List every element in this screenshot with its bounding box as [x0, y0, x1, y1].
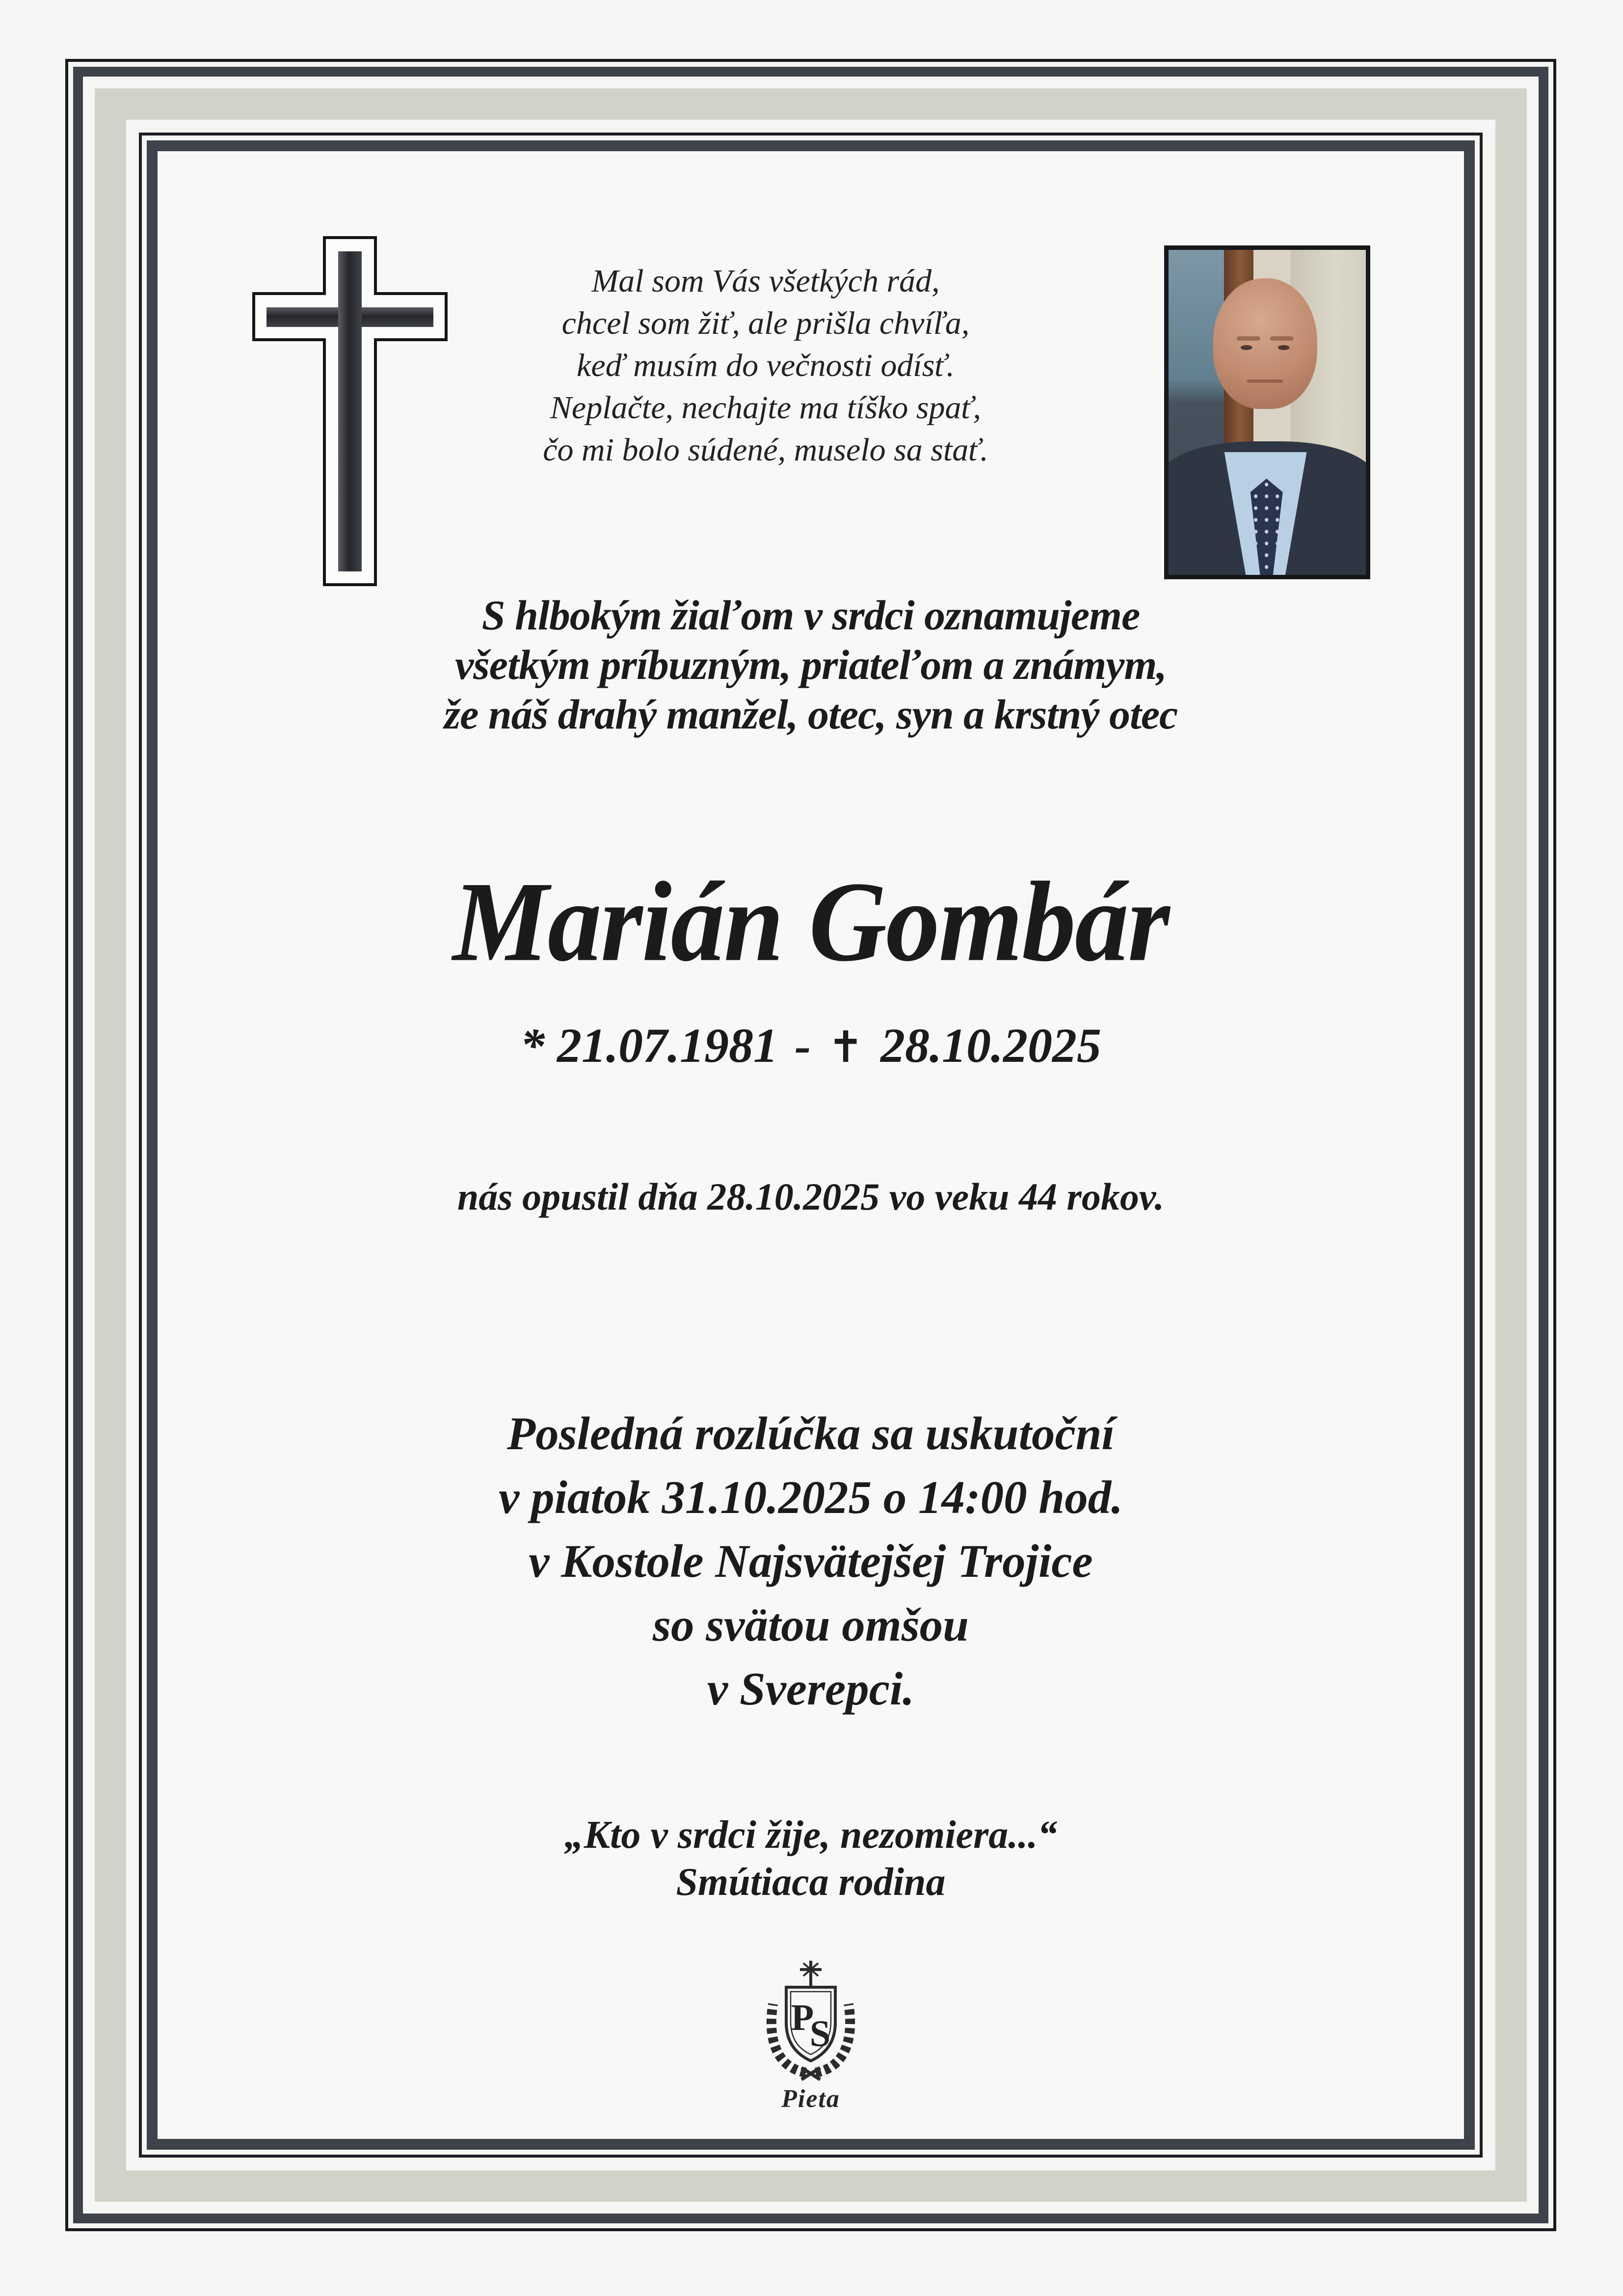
age-line: nás opustil dňa 28.10.2025 vo veku 44 rokov.	[457, 1175, 1165, 1218]
photo-face	[1213, 278, 1317, 409]
announcement-text	[158, 591, 1464, 739]
funeral-line: v Kostole Najsvätejšej Trojice	[529, 1535, 1093, 1587]
frame-thin-outer-line	[65, 59, 1556, 2231]
frame-sage-band	[95, 88, 1527, 2202]
poem-line: Neplačte, nechajte ma tíško spať,	[550, 390, 982, 426]
frame-dark-inner-band	[147, 140, 1475, 2150]
birth-date: * 21.07.1981	[520, 1018, 778, 1073]
photo-eye	[1278, 345, 1290, 350]
announcement-line: že náš drahý manžel, otec, syn a krstný otec	[444, 691, 1178, 738]
logo-letter-s: S	[809, 2013, 831, 2054]
poem-line: čo mi bolo súdené, muselo sa stať.	[543, 432, 988, 468]
poem-line: chcel som žiť, ale prišla chvíľa,	[561, 305, 970, 341]
funeral-line: so svätou omšou	[652, 1599, 969, 1651]
death-date: 28.10.2025	[880, 1018, 1102, 1073]
frame-thin-inner-line	[139, 133, 1483, 2158]
portrait-photo	[1164, 245, 1370, 579]
photo-mouth	[1247, 379, 1283, 383]
poem-line: Mal som Vás všetkých rád,	[591, 263, 940, 299]
logo-brand-name: Pieta	[781, 2085, 840, 2113]
death-cross-icon: ✝	[827, 1022, 864, 1072]
deceased-name: Marián Gombár	[452, 858, 1169, 985]
announcement-line: S hlbokým žiaľom v srdci oznamujeme	[481, 592, 1140, 639]
logo-letter-p: P	[791, 1997, 814, 2038]
memorial-cross-icon	[252, 236, 448, 587]
poem-line: keď musím do večnosti odísť.	[577, 348, 955, 383]
funeral-details	[158, 1402, 1464, 1721]
opening-poem	[543, 260, 988, 471]
photo-eyebrow	[1270, 336, 1294, 341]
closing-quote: „Kto v srdci žije, nezomiera...“	[564, 1813, 1058, 1857]
ornamental-frame	[65, 59, 1556, 2231]
funeral-line: v Sverepci.	[707, 1663, 915, 1715]
dates-separator: -	[794, 1018, 811, 1073]
pieta-wreath-shield-icon	[759, 1959, 862, 2081]
announcement-line: všetkým príbuzným, priateľom a známym,	[455, 641, 1167, 688]
funeral-service-logo	[158, 1959, 1464, 2113]
photo-eye	[1241, 345, 1252, 350]
family-signature: Smútiaca rodina	[676, 1861, 946, 1904]
photo-eyebrow	[1237, 336, 1260, 341]
funeral-line: Posledná rozlúčka sa uskutoční	[507, 1407, 1115, 1459]
life-dates	[158, 1016, 1464, 1077]
closing-block	[158, 1811, 1464, 1906]
funeral-line: v piatok 31.10.2025 o 14:00 hod.	[499, 1471, 1123, 1523]
frame-dark-outer-band	[73, 67, 1548, 2223]
